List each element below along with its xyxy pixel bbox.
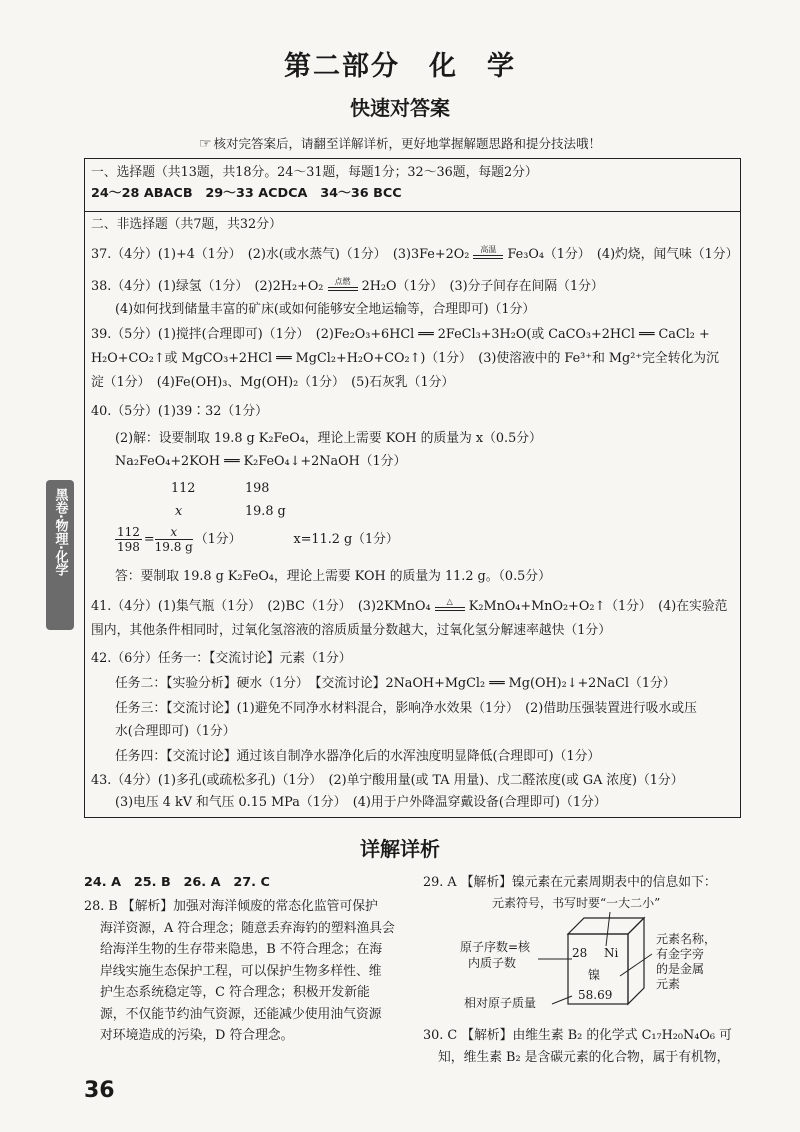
quick-answer-box — [84, 158, 741, 818]
answer-42-line1: 42.（6分）任务一：【交流讨论】元素（1分） — [91, 651, 352, 666]
detail-left-line: 护生态系统稳定等，C 符合理念；积极开发新能 — [100, 985, 370, 1000]
answer-43-line1: 43.（4分）(1)多孔(或疏松多孔)（1分） (2)单宁酸用量(或 TA 用量)、戊二醛浓度(或 GA 浓度)（1分） — [91, 773, 684, 788]
element-name-label: 有金字旁 — [656, 947, 705, 961]
detail-title: 详解详析 — [360, 837, 440, 861]
answer-42-line3: 任务三：【交流讨论】(1)避免不同净水材料混合，影响净水效果（1分） (2)借助压强装置进行吸水或压 — [115, 701, 697, 716]
element-name-label: 元素名称， — [656, 932, 717, 946]
answer-41: 41.（4分）(1)集气瓶（1分） (2)BC（1分） (3)2KMnO₄ △ K₂MnO₄+MnO₂+O₂↑（1分） (4)在实验范 — [91, 596, 728, 614]
page-number: 36 — [84, 1078, 115, 1103]
pointing-hand-icon: ☞ — [198, 136, 212, 152]
answer-40-conclusion: 答：要制取 19.8 g K₂FeO₄，理论上需要 KOH 的质量为 11.2 g。（0.5分） — [115, 569, 551, 584]
detail-left-line: 源，不仅能节约油气资源，还能减少使用油气资源 — [100, 1006, 382, 1022]
answer-42-line4: 水(合理即可)（1分） — [115, 724, 236, 739]
reaction-arrow: 高温 — [473, 251, 503, 259]
answer-40-x: x — [175, 504, 183, 519]
side-tab — [46, 480, 74, 630]
detail-left-line: 24. A 25. B 26. A 27. C — [84, 875, 270, 890]
answer-43-line2: (3)电压 4 kV 和气压 0.15 MPa（1分） (4)用于户外降温穿戴设备(合理即可)（1分） — [115, 795, 607, 810]
reaction-arrow: △ — [435, 603, 465, 611]
answer-38: 38.（4分）(1)绿氢（1分） (2)2H₂+O₂ 点燃 2H₂O（1分） (3)分子间存在间隔（1分） — [91, 276, 604, 294]
answer-41-line2: 围内，其他条件相同时，过氧化氢溶液的溶质质量分数越大，过氧化氢分解速率越快（1分） — [91, 623, 612, 638]
detail-left-line: 给海洋生物的生存带来隐患，B 不符合理念；在海 — [100, 942, 383, 957]
element-cell-diagram — [460, 880, 760, 1020]
side-tab-label: 黑卷·物理·化学 — [52, 488, 68, 576]
detail-left-line: 海洋资源，A 符合理念；随意丢弃海钓的塑料渔具会 — [100, 920, 395, 936]
element-mass: 58.69 — [578, 988, 613, 1002]
answer-37: 37.（4分）(1)+4（1分） (2)水(或水蒸气)（1分） (3)3Fe+2O₂ 高温 Fe₃O₄（1分） (4)灼烧，闻气味（1分） — [91, 244, 739, 262]
detail-right-q30: 30. C 【解析】由维生素 B₂ 的化学式 C₁₇H₂₀N₄O₆ 可 — [423, 1028, 732, 1043]
answer-38-line2: (4)如何找到储量丰富的矿床(或如何能够安全地运输等，合理即可)（1分） — [115, 302, 536, 317]
answer-39-line2: H₂O+CO₂↑或 MgCO₃+2HCl ══ MgCl₂+H₂O+CO₂↑)（1分） (3)使溶液中的 Fe³⁺和 Mg²⁺完全转化为沉 — [91, 351, 719, 366]
answer-40-mass-19.8: 19.8 g — [245, 504, 286, 519]
answer-39-line3: 淀（1分） (4)Fe(OH)₃、Mg(OH)₂（1分） (5)石灰乳（1分） — [91, 375, 455, 390]
reaction-arrow: 点燃 — [328, 283, 358, 291]
page-title: 第二部分 化 学 — [284, 51, 516, 82]
atomic-number-label: 原子序数=核 — [460, 940, 531, 954]
answer-40-mass-198: 198 — [245, 481, 270, 496]
atomic-mass-label: 相对原子质量 — [464, 996, 537, 1010]
detail-left-line: 28. B 【解析】加强对海洋倾废的常态化监管可保护 — [84, 899, 378, 914]
detail-left-line: 岸线实施生态保护工程，可以保护生物多样性、维 — [100, 963, 382, 979]
section2-heading: 二、非选择题（共7题，共32分） — [91, 217, 282, 232]
answer-42-line2: 任务二：【实验分析】硬水（1分） 【交流讨论】2NaOH+MgCl₂ ══ Mg(OH)₂↓+2NaCl（1分） — [115, 676, 676, 691]
answer-40-mass-112: 112 — [171, 481, 196, 496]
detail-right-q29: 29. A 【解析】镍元素在元素周期表中的信息如下： — [423, 875, 717, 890]
tip-line — [0, 134, 800, 152]
element-name-label: 元素 — [656, 977, 681, 991]
answer-40-line2: (2)解：设要制取 19.8 g K₂FeO₄，理论上需要 KOH 的质量为 x（0.5分） — [115, 431, 542, 446]
section1-answers: 24～28 ABACB 29～33 ACDCA 34～36 BCC — [91, 186, 402, 201]
multiple-choice-section — [85, 159, 740, 212]
answer-40-line1: 40.（5分）(1)39∶32（1分） — [91, 404, 268, 419]
element-name: 镍 — [588, 968, 601, 982]
answer-40-proportion: $\frac{112}{198}$ = $\frac{x}{19.8 g}$ （1分） x=11.2 g（1分） — [117, 525, 399, 554]
element-name-label: 的是金属 — [656, 962, 705, 976]
tip-text: 核对完答案后，请翻至详解详析，更好地掌握解题思路和提分技法哦！ — [213, 136, 602, 151]
section1-heading: 一、选择题（共13题，共18分。24～31题，每题1分；32～36题，每题2分） — [91, 165, 538, 180]
detail-left-line: 对环境造成的污染，D 符合理念。 — [100, 1028, 294, 1043]
page-subtitle: 快速对答案 — [350, 96, 450, 120]
answer-42-line5: 任务四：【交流讨论】通过该自制净水器净化后的水浑浊度明显降低(合理即可)（1分） — [115, 749, 601, 764]
answer-39-line1: 39.（5分）(1)搅拌(合理即可)（1分） (2)Fe₂O₃+6HCl ══ 2FeCl₃+3H₂O(或 CaCO₃+2HCl ══ CaCl₂ + — [91, 327, 710, 342]
answer-40-equation: Na₂FeO₄+2KOH ══ K₂FeO₄↓+2NaOH（1分） — [115, 454, 407, 469]
diagram-caption: 元素符号，书写时要“一大二小” — [492, 896, 661, 910]
element-number: 28 — [572, 946, 588, 960]
element-symbol: Ni — [604, 946, 619, 960]
atomic-number-label-2: 内质子数 — [468, 956, 517, 970]
detail-right-q30-line2: 知，维生素 B₂ 是含碳元素的化合物，属于有机物， — [438, 1049, 730, 1065]
